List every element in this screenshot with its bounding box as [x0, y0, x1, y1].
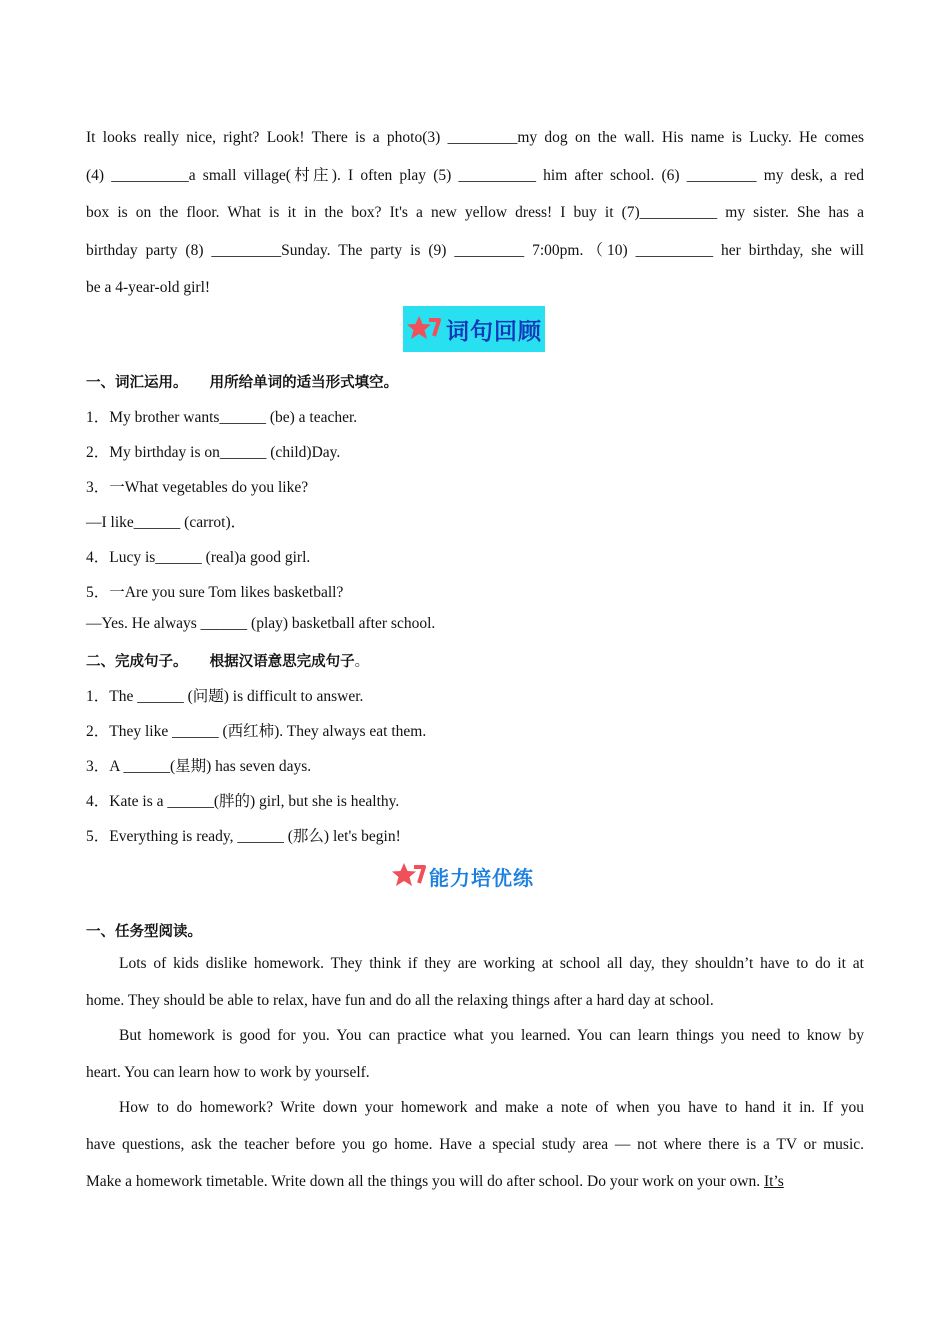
paragraph-line: home. They should be able to relax, have fun and do all the relaxing things after a hard day at school. [86, 992, 714, 1009]
section2-item: 1．The ______ (问题) is difficult to answer. [86, 688, 364, 705]
paragraph-line: But homework is good for you. You can practice what you learned. You can learn things you need to know by [119, 1027, 864, 1044]
passage-line: be a 4-year-old girl! [86, 279, 211, 296]
reading-paragraph [86, 1089, 864, 1200]
banner-ability [391, 860, 534, 892]
section2-item: 4．Kate is a ______(胖的) girl, but she is healthy. [86, 793, 400, 810]
section1-title: 一、词汇运用。 [86, 375, 188, 391]
paragraph-text: Make a homework timetable. Write down all the things you will do after school. Do your work on your own. [86, 1173, 764, 1190]
banner-review-title: 词句回顾 [446, 318, 542, 345]
reading-paragraph [86, 1017, 864, 1091]
passage-line: (4) __________a small village(村庄). I often play (5) __________ him after school. (6) _________ my desk, a red [86, 166, 864, 184]
passage-line: It looks really nice, right? Look! There is a photo(3) _________my dog on the wall. His name is Lucky. He comes [86, 129, 864, 146]
banner-review [403, 306, 545, 352]
section2-instruction-end: 。 [354, 654, 370, 670]
passage-line: birthday party (8) _________Sunday. The party is (9) _________ 7:00pm.（10) __________ her birthday, she will [86, 241, 864, 259]
section1-item: 1．My brother wants______ (be) a teacher. [86, 409, 358, 426]
paragraph-line: Lots of kids dislike homework. They think if they are working at school all day, they shouldn’t have to do it at [119, 955, 864, 972]
section1-item: 5．一Are you sure Tom likes basketball? [86, 584, 344, 601]
paragraph-line: have questions, ask the teacher before you go home. Have a special study area — not where there is a TV or music. [86, 1136, 864, 1153]
section2-heading [86, 650, 369, 671]
star-icon [406, 314, 442, 344]
paragraph-line: heart. You can learn how to work by yourself. [86, 1064, 370, 1081]
reading-paragraph [86, 945, 864, 1019]
section1-instruction: 用所给单词的适当形式填空。 [209, 375, 399, 391]
section1-heading [86, 371, 398, 392]
section1-item: 2．My birthday is on______ (child)Day. [86, 444, 341, 461]
section2-item: 5．Everything is ready, ______ (那么) let's begin! [86, 828, 401, 845]
section2-title: 二、完成句子。 [86, 654, 188, 670]
section1-item: 4．Lucy is______ (real)a good girl. [86, 549, 311, 566]
section2-item: 3．A ______(星期) has seven days. [86, 758, 312, 775]
section2-instruction: 根据汉语意思完成句子 [209, 654, 355, 670]
section1-item: —I like______ (carrot)． [86, 514, 247, 531]
star-icon [391, 861, 427, 891]
paragraph-line: How to do homework? Write down your homework and make a note of when you have to hand it in. If you [119, 1099, 864, 1116]
underlined-text: It’s [763, 1173, 784, 1190]
section2-item: 2．They like ______ (西红柿). They always eat them. [86, 723, 427, 740]
passage-line: box is on the floor. What is it in the box? It's a new yellow dress! I buy it (7)__________ my sister. She has a [86, 204, 864, 221]
section1-item: 3．一What vegetables do you like? [86, 479, 309, 496]
paragraph-line [86, 1163, 864, 1200]
banner-ability-title: 能力培优练 [429, 865, 534, 890]
passage-top [86, 119, 864, 307]
section3-heading: 一、任务型阅读。 [86, 924, 202, 940]
section1-item: —Yes. He always ______ (play) basketball after school. [86, 615, 436, 632]
